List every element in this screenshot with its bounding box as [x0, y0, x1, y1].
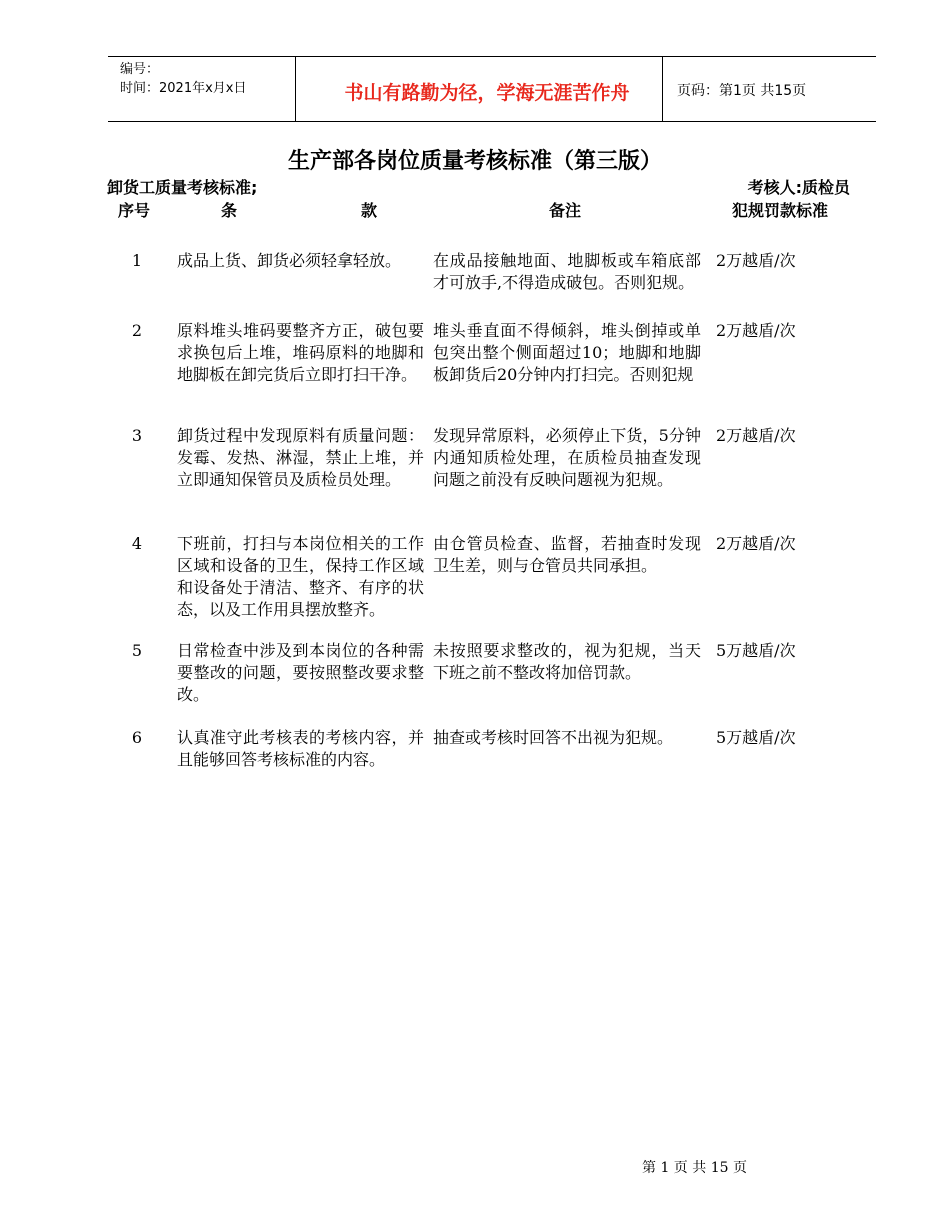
row-penalty: 5万越盾/次: [716, 641, 796, 660]
section-subtitle: 卸货工质量考核标准;: [107, 178, 258, 197]
column-header-clause-b: 款: [361, 201, 378, 220]
column-header-no: 序号: [118, 201, 151, 220]
row-note: 由仓管员检查、监督，若抽查时发现卫生差，则与仓管员共同承担。: [433, 534, 701, 575]
header-motto: 书山有路勤为径，学海无涯苦作舟: [344, 82, 630, 104]
row-note: 发现异常原料，必须停止下货，5分钟内通知质检处理，在质检员抽查发现问题之前没有反映问题视为犯规。: [433, 426, 701, 489]
row-penalty: 2万越盾/次: [716, 534, 796, 553]
column-header-clause-a: 条: [221, 201, 238, 220]
row-note: 抽查或考核时回答不出视为犯规。: [433, 728, 674, 747]
row-number: 1: [131, 251, 143, 270]
column-header-note: 备注: [549, 201, 582, 220]
row-number: 6: [131, 728, 143, 747]
assessor-label: 考核人:质检员: [747, 178, 850, 197]
row-penalty: 5万越盾/次: [716, 728, 796, 747]
row-clause: 原料堆头堆码要整齐方正，破包要求换包后上堆，堆码原料的地脚和地脚板在卸完货后立即打扫干净。: [177, 321, 424, 384]
row-clause: 日常检查中涉及到本岗位的各种需要整改的问题，要按照整改要求整改。: [177, 641, 424, 704]
row-clause: 成品上货、卸货必须轻拿轻放。: [177, 251, 402, 270]
document-title: 生产部各岗位质量考核标准（第三版）: [287, 149, 662, 174]
row-note: 未按照要求整改的，视为犯规，当天下班之前不整改将加倍罚款。: [433, 641, 701, 682]
row-clause: 认真准守此考核表的考核内容，并且能够回答考核标准的内容。: [177, 728, 424, 769]
header-page-number: 页码：第1页 共15页: [677, 83, 807, 99]
row-penalty: 2万越盾/次: [716, 321, 796, 340]
row-number: 3: [131, 426, 143, 445]
header-bottom-rule: [108, 121, 876, 122]
header-divider: [662, 57, 663, 121]
row-clause: 卸货过程中发现原料有质量问题：发霉、发热、淋湿，禁止上堆，并立即通知保管员及质检员处理。: [177, 426, 424, 489]
row-penalty: 2万越盾/次: [716, 251, 796, 270]
row-number: 4: [131, 534, 143, 553]
row-note: 堆头垂直面不得倾斜，堆头倒掉或单包突出整个侧面超过10；地脚和地脚板卸货后20分钟内打扫完。否则犯规: [433, 321, 701, 384]
header-meta: [120, 60, 246, 98]
header-top-rule: [108, 56, 876, 57]
row-number: 2: [131, 321, 143, 340]
column-header-penalty: 犯规罚款标准: [732, 201, 829, 220]
footer-page-number: 第 1 页 共 15 页: [642, 1160, 747, 1176]
row-number: 5: [131, 641, 143, 660]
row-clause: 下班前，打扫与本岗位相关的工作区域和设备的卫生，保持工作区域和设备处于清洁、整齐、有序的状态，以及工作用具摆放整齐。: [177, 534, 424, 619]
header-divider: [295, 57, 296, 121]
row-penalty: 2万越盾/次: [716, 426, 796, 445]
document-date: 时间：2021年x月x日: [120, 81, 247, 96]
document-number-label: 编号：: [120, 62, 160, 77]
row-note: 在成品接触地面、地脚板或车箱底部才可放手,不得造成破包。否则犯规。: [433, 251, 701, 292]
